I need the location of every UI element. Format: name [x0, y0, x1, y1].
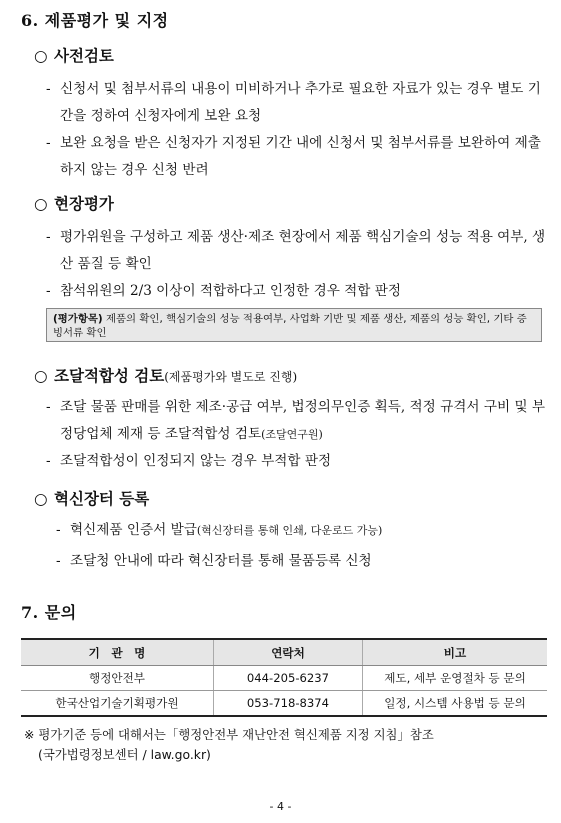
dash-bullet-icon: -	[46, 81, 51, 97]
field-eval-title: 현장평가	[54, 194, 114, 213]
dash-bullet-icon: -	[56, 522, 61, 538]
pre-review-item-2	[46, 130, 551, 184]
pre-review-item-2-text: 보완 요청을 받은 신청자가 지정된 기간 내에 신청서 및 첨부서류를 보완하여 제출하지 않는 경우 신청 반려	[60, 135, 541, 178]
procurement-item-2	[46, 448, 551, 475]
circle-bullet-icon: ○	[34, 367, 48, 385]
field-eval-item-2	[46, 278, 551, 305]
pre-review-item-1	[46, 76, 551, 130]
footnote-line-1: ※ 평가기준 등에 대해서는「행정안전부 재난안전 혁신제품 지정 지침」참조	[24, 727, 434, 742]
dash-bullet-icon: -	[46, 283, 51, 299]
registration-heading	[34, 487, 149, 509]
circle-bullet-icon: ○	[34, 195, 48, 213]
table-row	[21, 666, 547, 691]
dash-bullet-icon: -	[46, 399, 51, 415]
field-eval-item-2-text: 참석위원의 2/3 이상이 적합하다고 인정한 경우 적합 판정	[60, 283, 402, 299]
registration-title: 혁신장터 등록	[54, 489, 150, 508]
registration-item-2-text: 조달청 안내에 따라 혁신장터를 통해 물품등록 신청	[70, 553, 372, 569]
pre-review-title: 사전검토	[54, 46, 114, 65]
procurement-item-1-note: (조달연구원)	[261, 428, 323, 441]
procurement-title-note: (제품평가와 별도로 진행)	[164, 370, 298, 384]
cell-contact: 053-718-8374	[214, 691, 363, 717]
header-remarks: 비고	[363, 639, 548, 666]
table-row	[21, 691, 547, 717]
dash-bullet-icon: -	[56, 553, 61, 569]
registration-item-1-text: 혁신제품 인증서 발급	[70, 522, 197, 538]
procurement-title: 조달적합성 검토	[54, 366, 165, 385]
section-6-heading: 6. 제품평가 및 지정	[21, 11, 169, 30]
pre-review-item-1-text: 신청서 및 첨부서류의 내용이 미비하거나 추가로 필요한 자료가 있는 경우 별도 기간을 정하여 신청자에게 보완 요청	[60, 81, 541, 124]
header-organization: 기 관 명	[21, 639, 214, 666]
registration-item-2	[56, 548, 551, 575]
cell-organization: 행정안전부	[21, 666, 214, 691]
pre-review-heading	[34, 44, 114, 66]
evaluation-criteria-label: (평가항목)	[53, 313, 103, 325]
circle-bullet-icon: ○	[34, 490, 48, 508]
procurement-heading	[34, 364, 297, 386]
evaluation-criteria-text: 제품의 확인, 핵심기술의 성능 적용여부, 사업화 기반 및 제품 생산, 제품의 성능 확인, 기타 증빙서류 확인	[53, 313, 527, 339]
contact-table-header-row	[21, 639, 547, 666]
procurement-item-1-text: 조달 물품 판매를 위한 제조·공급 여부, 법정의무인증 획득, 적정 규격서 구비 및 부정당업체 제재 등 조달적합성 검토	[60, 399, 546, 442]
dash-bullet-icon: -	[46, 135, 51, 151]
dash-bullet-icon: -	[46, 229, 51, 245]
dash-bullet-icon: -	[46, 453, 51, 469]
cell-contact: 044-205-6237	[214, 666, 363, 691]
contact-table	[21, 638, 547, 717]
page-number: - 4 -	[269, 800, 292, 813]
field-eval-heading	[34, 192, 114, 214]
field-eval-item-1	[46, 224, 551, 278]
procurement-item-2-text: 조달적합성이 인정되지 않는 경우 부적합 판정	[60, 453, 332, 469]
cell-remarks: 일정, 시스템 사용법 등 문의	[363, 691, 548, 717]
cell-remarks: 제도, 세부 운영절차 등 문의	[363, 666, 548, 691]
evaluation-criteria-box	[46, 308, 542, 342]
registration-item-1	[56, 517, 551, 544]
header-contact: 연락처	[214, 639, 363, 666]
section-7-heading: 7. 문의	[21, 603, 77, 622]
footnote-line-2: (국가법령정보센터 / law.go.kr)	[38, 747, 211, 762]
circle-bullet-icon: ○	[34, 47, 48, 65]
field-eval-item-1-text: 평가위원을 구성하고 제품 생산·제조 현장에서 제품 핵심기술의 성능 적용 여부, 생산 품질 등 확인	[60, 229, 546, 272]
procurement-item-1	[46, 394, 551, 448]
cell-organization: 한국산업기술기획평가원	[21, 691, 214, 717]
registration-item-1-note: (혁신장터를 통해 인쇄, 다운로드 가능)	[196, 524, 383, 537]
